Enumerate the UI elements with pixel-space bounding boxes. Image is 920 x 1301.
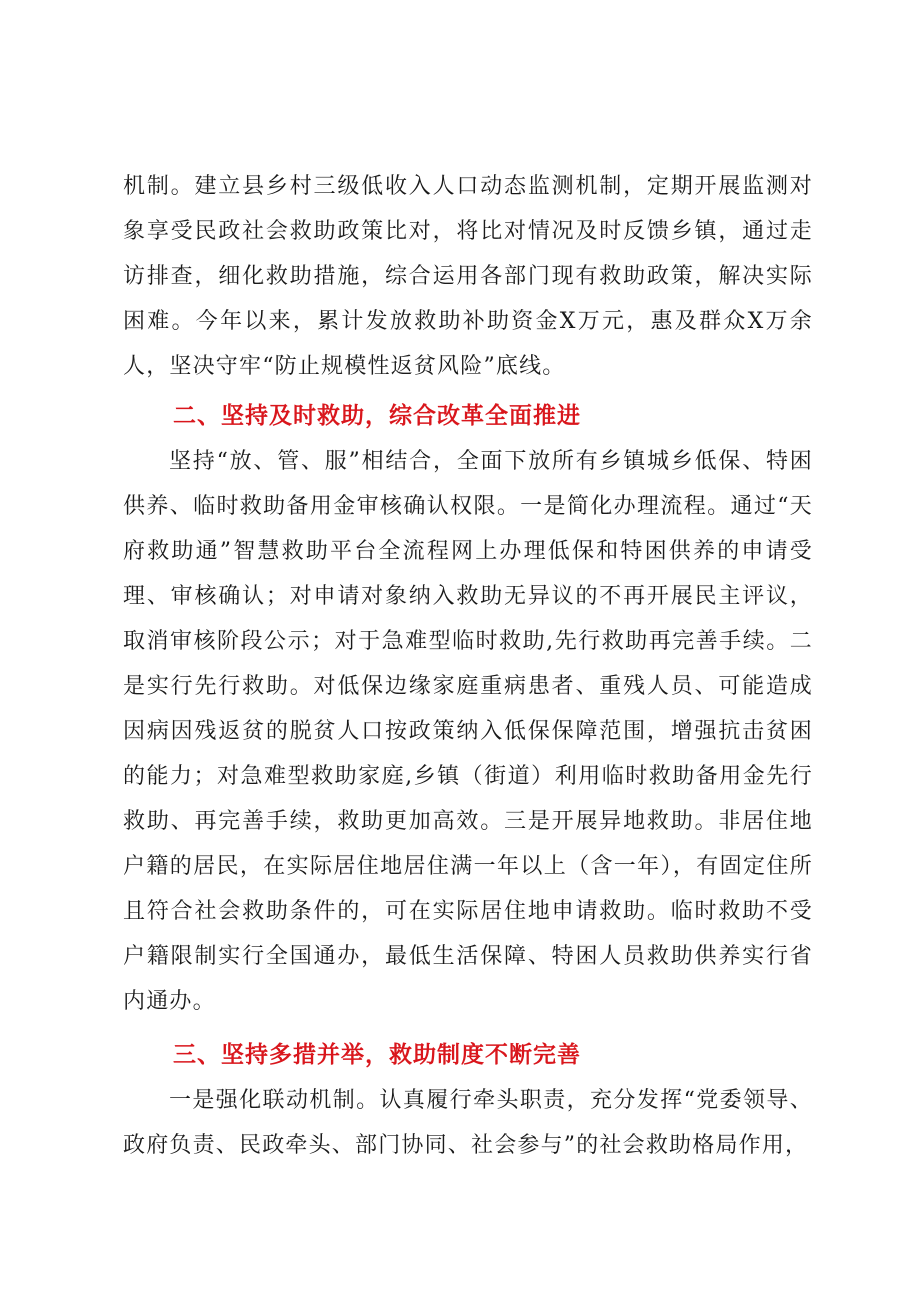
section-heading-timely-assistance: 二、坚持及时救助，综合改革全面推进 [173, 403, 581, 429]
paragraph-linkage-mechanism: 一是强化联动机制。认真履行牵头职责，充分发挥“党委领导、政府负责、民政牵头、部门协同、社会参与”的社会救助格局作用， [123, 1088, 813, 1158]
paragraph-monitoring-mechanism: 机制。建立县乡村三级低收入人口动态监测机制，定期开展监测对象享受民政社会救助政策比对，将比对情况及时反馈乡镇，通过走访排查，细化救助措施，综合运用各部门现有救助政策，解决实际困难。今年以来，累计发放救助补助资金X万元，惠及群众X万余人，坚决守牢“防止规模性返贫风险”底线。 [123, 174, 813, 379]
spacer [123, 1024, 813, 1028]
section-heading-multiple-measures: 三、坚持多措并举，救助制度不断完善 [173, 1042, 581, 1068]
paragraph-timely-assistance: 坚持“放、管、服”相结合，全面下放所有乡镇城乡低保、特困供养、临时救助备用金审核确认权限。一是简化办理流程。通过“天府救助通”智慧救助平台全流程网上办理低保和特困供养的申请受理、审核确认；对申请对象纳入救助无异议的不再开展民主评议，取消审核阶段公示；对于急难型临时救助,先行救助再完善手续。二是实行先行救助。对低保边缘家庭重病患者、重残人员、可能造成因病因残返贫的脱贫人口按政策纳入低保保障范围，增强抗击贫困的能力；对急难型救助家庭,乡镇（街道）利用临时救助备用金先行救助、再完善手续，救助更加高效。三是开展异地救助。非居住地户籍的居民，在实际居住地居住满一年以上（含一年），有固定住所且符合社会救助条件的，可在实际居住地申请救助。临时救助不受户籍限制实行全国通办，最低生活保障、特困人员救助供养实行省内通办。 [123, 449, 813, 1014]
document-body [123, 164, 813, 1168]
